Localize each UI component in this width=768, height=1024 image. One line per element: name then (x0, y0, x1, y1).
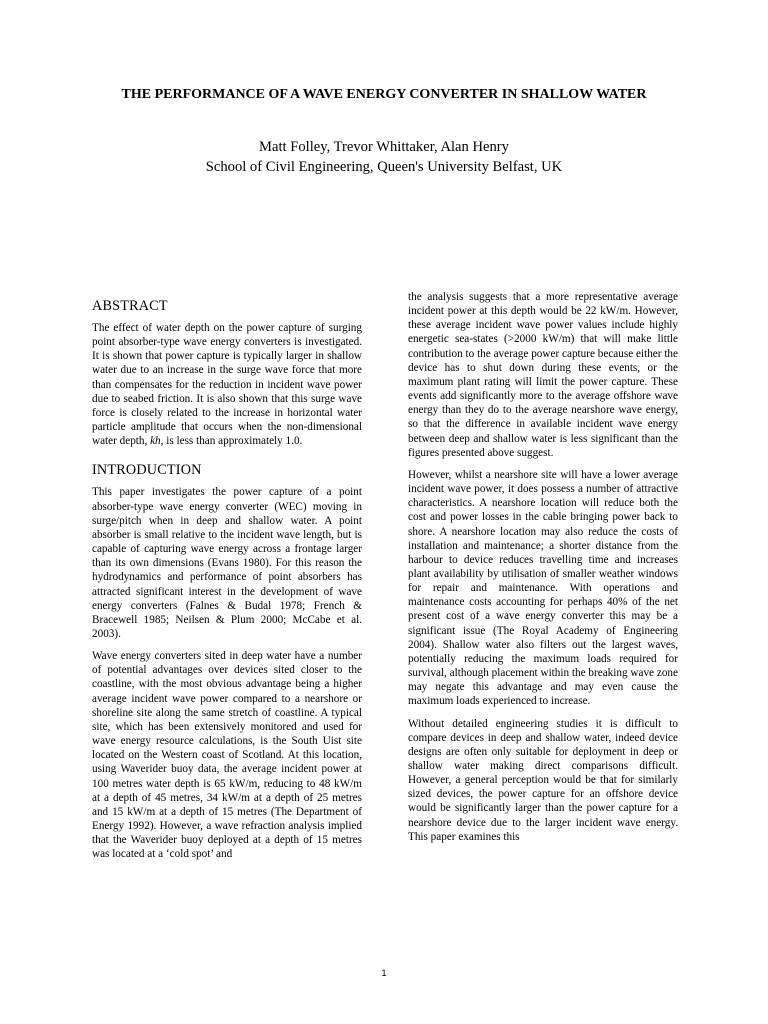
introduction-heading: INTRODUCTION (92, 462, 202, 479)
page-number: 1 (381, 968, 387, 978)
introduction-paragraph-2: Wave energy converters sited in deep water have a number of potential advantages over devices sited closer to the coastline, with the most obvious advantage being a higher average incident wave power compared to a nearshore or shoreline site along the same stretch of coastline. A typical site, which has been extensively monitored and used for wave energy resource calculations, is the South Uist site located on the Western coast of Scotland. At this location, using Waverider buoy data, the average incident power at 100 metres water depth is 65 kW/m, reducing to 48 kW/m at a depth of 45 metres, 34 kW/m at a depth of 25 metres and 15 kW/m at a depth of 15 metres (The Department of Energy 1992). However, a wave refraction analysis implied that the Waverider buoy deployed at a depth of 15 metres was located at a ‘cold spot’ and (92, 650, 362, 861)
author-names: Matt Folley, Trevor Whittaker, Alan Henry (259, 139, 509, 155)
affiliation: School of Civil Engineering, Queen's University Belfast, UK (205, 159, 563, 175)
right-paragraph-1: the analysis suggests that a more representative average incident power at this depth would be 22 kW/m. However, these average incident wave power values include highly energetic sea-states (>2000 kW/m) that will make little contribution to the average power capture because either the device has to shut down during these events, or the maximum plant rating will limit the power capture. These events add significantly more to the average offshore wave energy than they do to the average nearshore wave energy, so that the difference in available incident wave energy between deep and shallow water is less significant than the figures presented above suggest. (408, 291, 678, 459)
paper-title: THE PERFORMANCE OF A WAVE ENERGY CONVERTER IN SHALLOW WATER (121, 87, 647, 102)
right-column (408, 290, 678, 852)
left-column (92, 297, 362, 869)
abstract-text-part1: The effect of water depth on the power capture of surging point absorber-type wave energy converters is investigated. It is shown that power capture is typically larger in shallow water due to an increase in the surge wave force that more than compensates for the reduction in incident wave power due to seabed friction. It is also shown that this surge wave force is closely related to the increase in horizontal water particle amplitude that occurs when the non-dimensional water depth, (92, 322, 362, 448)
right-paragraph-2: However, whilst a nearshore site will have a lower average incident wave power, it does possess a number of attractive characteristics. A nearshore location will reduce both the cost and power losses in the cable bringing power back to shore. A nearshore location may also reduce the costs of installation and maintenance; a shorter distance from the harbour to device reduces travelling time and increases plant availability by utilisation of smaller weather windows for repair and maintenance. With operations and maintenance costs accounting for perhaps 40% of the net present cost of a wave energy converter this may be a significant issue (The Royal Academy of Engineering 2004). Shallow water also filters out the largest waves, potentially reducing the maximum loads required for survival, although placement within the breaking wave zone may negate this advantage and may even cause the maximum loads experienced to increase. (408, 468, 678, 708)
author-block (110, 137, 658, 177)
right-paragraph-3: Without detailed engineering studies it is difficult to compare devices in deep and shallow water, indeed device designs are often only suitable for deployment in deep or shallow water making direct comparisons difficult. However, a general perception would be that for similarly sized devices, the power capture for an offshore device would be significantly larger than the power capture for a nearshore device due to the larger incident wave energy. This paper examines this (408, 717, 678, 843)
abstract-text-part2: , is less than approximately 1.0. (160, 435, 303, 448)
abstract-paragraph (92, 321, 362, 448)
abstract-heading: ABSTRACT (92, 298, 168, 314)
introduction-paragraph-1: This paper investigates the power capture of a point absorber-type wave energy converter (WEC) moving in surge/pitch when in deep and shallow water. A point absorber is small relative to the incident wave length, but is capable of capturing wave energy across a frontage larger than its own dimensions (Evans 1980). For this reason the hydrodynamics and performance of point absorbers has attracted significant interest in the development of wave energy converters (Falnes & Budal 1978; French & Bracewell 1985; Neilsen & Plum 2000; McCabe et al. 2003). (92, 486, 362, 640)
abstract-kh-symbol: kh (150, 435, 161, 448)
